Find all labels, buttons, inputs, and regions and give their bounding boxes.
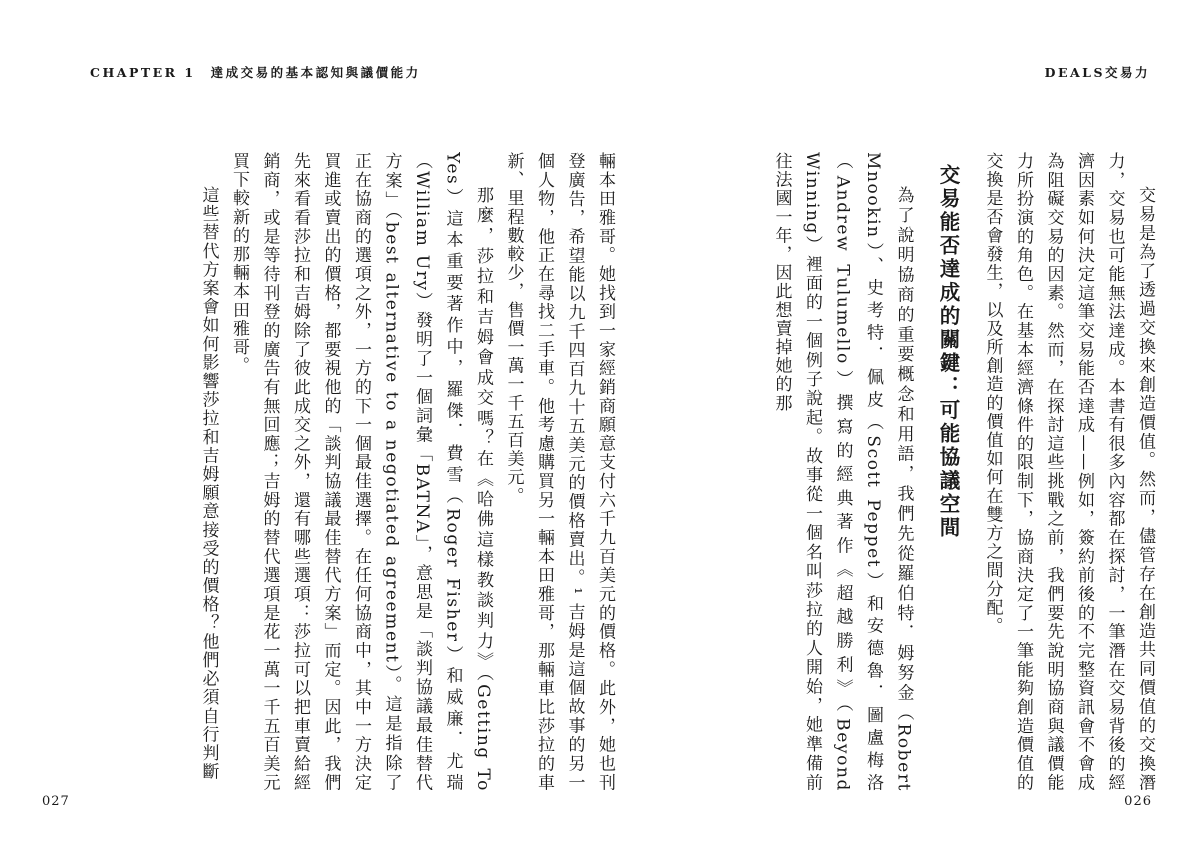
paragraph: 為了說明協商的重要概念和用語，我們先從羅伯特．姆努金（Robert Mnookin）、史考特．佩皮（Scott Peppet）和安德魯．圖盧梅洛（Andrew Tulumello）撰寫的經典著作《超越勝利》（Beyond Winning）裡面的一個例子說起。故事從一個名叫莎拉的人開始，她準備前往法國一年，因此想賣掉她的那 [771,152,914,792]
paragraph: 交易是為了透過交換來創造價值。然而，儘管存在創造共同價值的交換潛力，交易也可能無法達成。本書有很多內容都在探討，一筆潛在交易背後的經濟因素如何決定這筆交易能否達成——例如，簽約前後的不完整資訊會不會成為阻礙交易的因素。然而，在探討這些挑戰之前，我們要先說明協商與議價能力所扮演的角色。在基本經濟條件的限制下，協商決定了一筆能夠創造價值的交換是否會發生，以及所創造的價值如何在雙方之間分配。 [982,152,1155,792]
running-head-right: DEALS交易力 [1044,65,1150,80]
page-number-right: 026 [1124,794,1152,809]
running-head-left: CHAPTER 1 達成交易的基本認知與議價能力 [90,65,421,80]
left-page-body [60,152,620,792]
right-page-body [700,152,1160,792]
paragraph: 這些替代方案會如何影響莎拉和吉姆願意接受的價格？他們必須自行判斷 [198,186,219,782]
paragraph: 輛本田雅哥。她找到一家經銷商願意支付六千九百美元的價格。此外，她也刊登廣告，希望能以九千四百九十五美元的價格賣出。¹ 吉姆是這個故事的另一個人物，他正在尋找二手車。他考慮購買另一輛本田雅哥，那輛車比莎拉的車新、里程數較少，售價一萬一千五百美元。 [503,152,615,792]
paragraph: 那麼，莎拉和吉姆會成交嗎？在《哈佛這樣教談判力》（Getting To Yes）這本重要著作中，羅傑．費雪（Roger Fisher）和威廉．尤瑞（William Ury）發明了一個詞彙「BATNA」，意思是「談判協議最佳替代方案」（best alternative to a negotiated agreement）。這是指除了正在協商的選項之外，一方的下一個最佳選擇。在任何協商中，其中一方決定買進或賣出的價格，都要視他的「談判協議最佳替代方案」而定。因此，我們先來看看莎拉和吉姆除了彼此成交之外，還有哪些選項：莎拉可以把車賣給經銷商，或是等待刊登的廣告有無回應；吉姆的替代選項是花一萬一千五百美元買下較新的那輛本田雅哥。 [229,152,493,792]
section-subhead: 交易能否達成的關鍵：可能協議空間 [936,164,960,540]
page-number-left: 027 [42,794,70,809]
